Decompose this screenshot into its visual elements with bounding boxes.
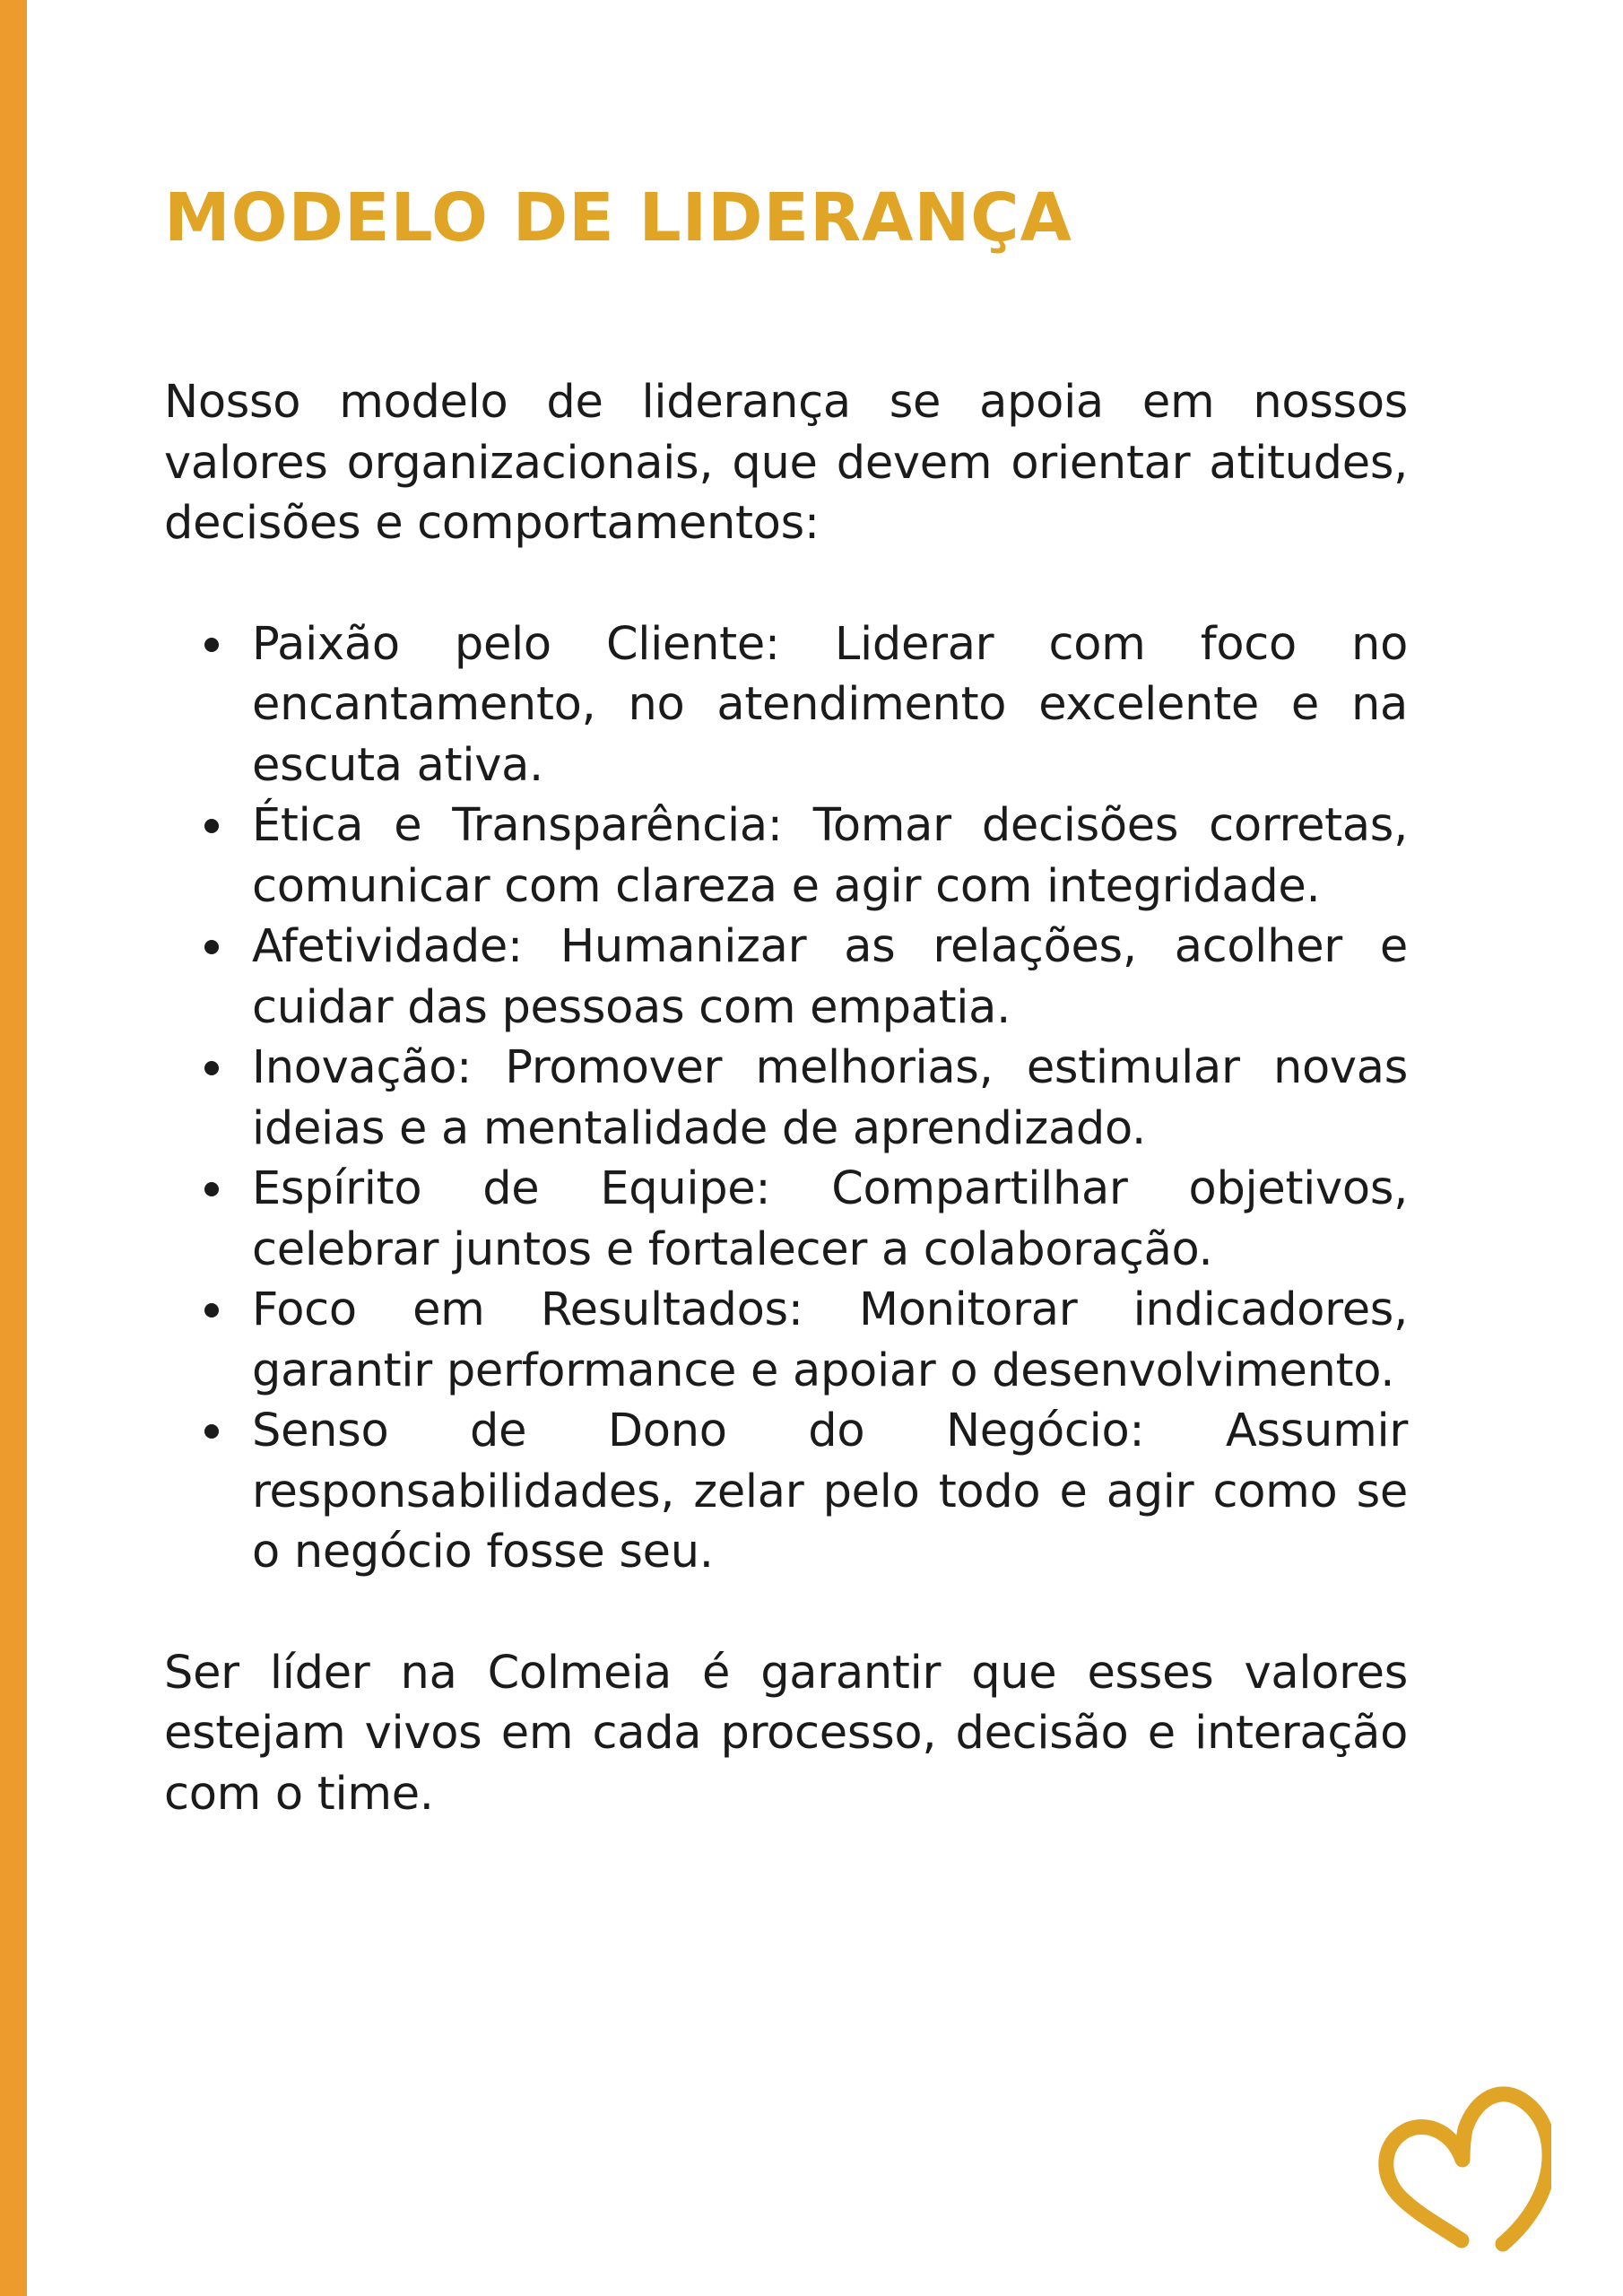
list-item <box>164 796 1408 917</box>
value-text: Espírito de Equipe: Compartilhar objetivos, celebrar juntos e fortalecer a colaboração. <box>252 1162 1408 1276</box>
bullet-dot-icon <box>204 1424 219 1439</box>
list-item <box>164 1280 1408 1401</box>
values-list <box>164 614 1408 1583</box>
value-text: Afetividade: Humanizar as relações, acolher e cuidar das pessoas com empatia. <box>252 920 1408 1034</box>
list-item <box>164 1159 1408 1280</box>
bullet-dot-icon <box>204 638 219 652</box>
list-item <box>164 614 1408 796</box>
list-item <box>164 917 1408 1038</box>
bullet-dot-icon <box>204 819 219 833</box>
list-item <box>164 1038 1408 1159</box>
bullet-dot-icon <box>204 1182 219 1196</box>
value-text: Inovação: Promover melhorias, estimular novas ideias e a mentalidade de aprendizado. <box>252 1041 1408 1155</box>
bullet-dot-icon <box>204 1303 219 1318</box>
intro-paragraph: Nosso modelo de liderança se apoia em nossos valores organizacionais, que devem orientar atitudes, decisões e comportamentos: <box>164 376 1408 550</box>
page-title: MODELO DE LIDERANÇA <box>164 179 1072 257</box>
bullet-dot-icon <box>204 940 219 954</box>
accent-side-bar <box>0 0 27 2296</box>
heart-logo-stroke <box>1386 2094 1549 2244</box>
value-text: Paixão pelo Cliente: Liderar com foco no encantamento, no atendimento excelente e na escuta ativa. <box>252 617 1408 792</box>
document-body <box>164 172 1408 1824</box>
list-item <box>164 1401 1408 1583</box>
value-text: Ética e Transparência: Tomar decisões corretas, comunicar com clareza e agir com integridade. <box>252 799 1408 913</box>
closing-paragraph: Ser líder na Colmeia é garantir que esses valores estejam vivos em cada processo, decisão e interação com o time. <box>164 1646 1408 1821</box>
value-text: Foco em Resultados: Monitorar indicadores, garantir performance e apoiar o desenvolvimento. <box>252 1283 1408 1397</box>
heart-logo-icon <box>1372 2086 1551 2257</box>
bullet-dot-icon <box>204 1061 219 1075</box>
value-text: Senso de Dono do Negócio: Assumir responsabilidades, zelar pelo todo e agir como se o negócio fosse seu. <box>252 1405 1408 1578</box>
